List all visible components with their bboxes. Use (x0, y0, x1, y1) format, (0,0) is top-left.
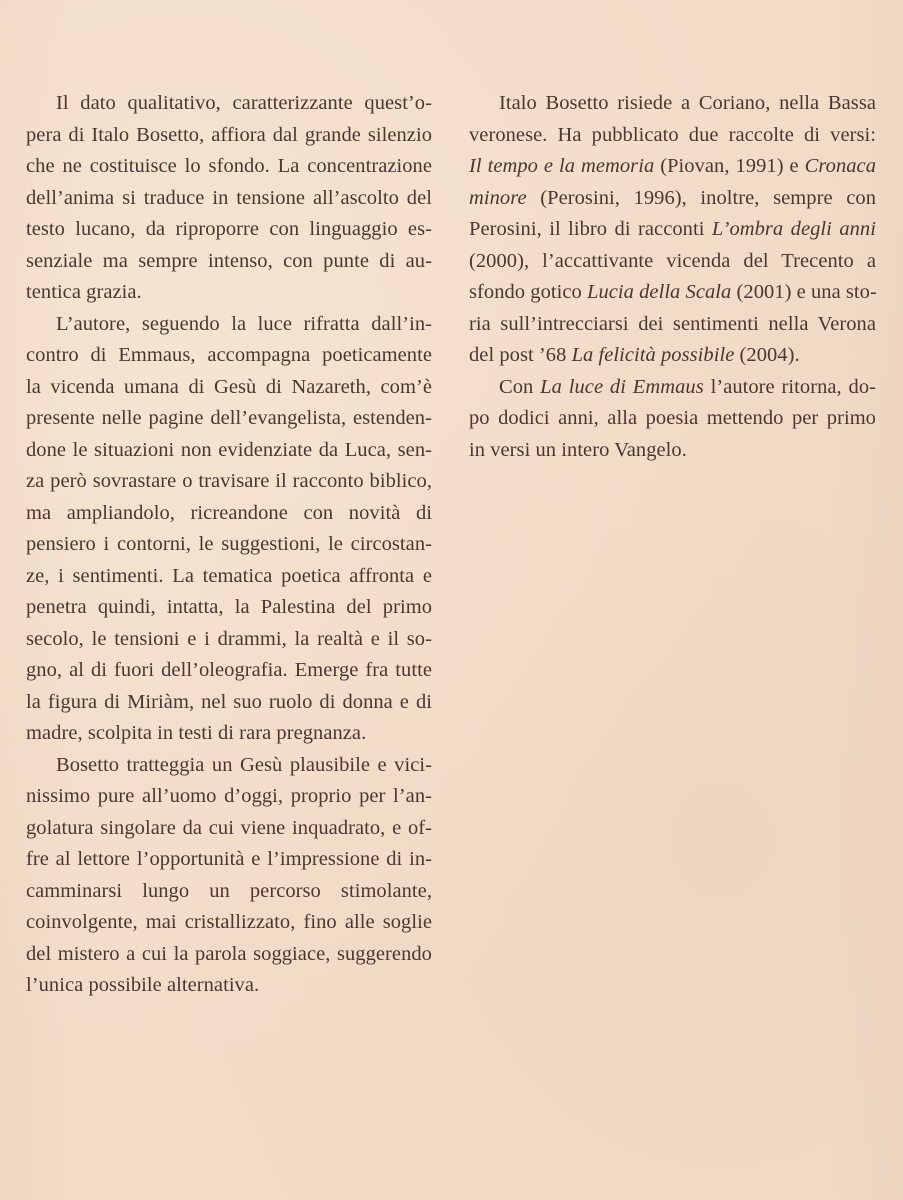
text-line: gno, al di fuori dell’oleografia. Emerge fra tutte (26, 659, 432, 681)
text-run: Perosini, il libro di racconti (469, 218, 712, 240)
text-line (469, 88, 876, 120)
text-line: del mistero a cui la parola soggiace, suggerendo (26, 942, 432, 965)
text-line: contro di Emmaus, accompagna poeticamente (26, 344, 432, 366)
text-line: ze, i sentimenti. La tematica poetica affronta e (26, 564, 432, 587)
text-run: ria sull’intrecciarsi dei sentimenti nella Verona (469, 312, 876, 335)
text-run: l’autore ritorna, do- (703, 375, 877, 398)
text-run: del post ’68 (469, 344, 572, 366)
text-run: in versi un intero Vangelo. (469, 438, 687, 461)
paragraph-return-to-poetry (469, 372, 876, 467)
text-line (469, 277, 876, 309)
text-run: veronese. Ha pubblicato due raccolte di versi: (469, 123, 876, 146)
text-run: (Piovan, 1991) e (654, 155, 805, 177)
text-run: sfondo gotico (469, 281, 587, 303)
text-line: che ne costituisce lo sfondo. La concentrazione (26, 155, 432, 177)
text-line: done le situazioni non evidenziate da Luca, sen- (26, 438, 432, 461)
paragraph-author-approach (26, 309, 432, 750)
italic-title-text: La felicità possibile (571, 344, 735, 366)
text-line: L’autore, seguendo la luce rifratta dall’in- (56, 312, 432, 335)
text-line (469, 309, 876, 341)
italic-title-text: Il tempo e la memoria (469, 155, 655, 177)
text-line: pera di Italo Bosetto, affiora dal grande silenzio (26, 123, 432, 146)
text-run: (2001) e una sto- (731, 281, 877, 303)
text-run: (2004). (734, 344, 800, 366)
text-line (469, 120, 876, 152)
italic-title-text: minore (469, 186, 527, 209)
italic-title-text: L’ombra degli anni (711, 218, 876, 240)
text-line: golatura singolare da cui viene inquadrato, e of- (26, 816, 432, 839)
text-line: presente nelle pagine dell’evangelista, estenden- (26, 407, 432, 429)
text-line: dell’anima si traduce in tensione all’ascolto del (26, 186, 432, 209)
italic-title-text: Lucia della Scala (587, 281, 732, 303)
text-line (469, 246, 876, 278)
text-line: coinvolgente, mai cristallizzato, fino alle soglie (26, 911, 432, 933)
text-line: fre al lettore l’opportunità e l’impressione di in- (26, 848, 432, 870)
paragraph-author-biography (469, 88, 876, 372)
italic-title-text: Cronaca (804, 155, 876, 177)
text-run: Italo Bosetto risiede a Coriano, nella Bassa (499, 92, 876, 114)
text-line: camminarsi lungo un percorso stimolante, (26, 879, 432, 902)
text-line: nissimo pure all’uomo d’oggi, proprio per l’an- (26, 785, 432, 807)
text-run: Con (499, 375, 541, 398)
italic-title-text: La luce di Emmaus (540, 375, 704, 398)
text-line: penetra quindi, intatta, la Palestina del primo (26, 596, 432, 618)
text-line (469, 183, 876, 215)
text-line: madre, scolpita in testi di rara pregnanza. (26, 722, 367, 744)
text-line (469, 372, 876, 404)
right-column (469, 88, 876, 466)
text-line: Bosetto tratteggia un Gesù plausibile e vici- (56, 753, 432, 776)
paragraph-portrait-of-jesus (26, 750, 432, 1002)
text-line: senziale ma sempre intenso, con punte di au- (26, 249, 432, 272)
text-line: la figura di Miriàm, nel suo ruolo di donna e di (26, 690, 432, 713)
text-line: za però sovrastare o travisare il racconto biblico, (26, 470, 432, 492)
text-line: Il dato qualitativo, caratterizzante quest’o- (56, 92, 432, 114)
text-run: (2000), l’accattivante vicenda del Trecento a (469, 249, 876, 272)
text-line: pensiero i contorni, le suggestioni, le circostan- (26, 533, 432, 555)
text-line: secolo, le tensioni e i drammi, la realtà e il so- (26, 627, 432, 650)
text-line (469, 214, 876, 246)
text-line: la vicenda umana di Gesù di Nazareth, com’è (26, 375, 432, 398)
text-line (469, 151, 876, 183)
text-line: tentica grazia. (26, 281, 142, 303)
text-line: ma ampliandolo, ricreandone con novità di (26, 501, 432, 524)
paragraph-introduction (26, 88, 432, 309)
text-run: po dodici anni, alla poesia mettendo per primo (469, 407, 876, 429)
left-column (26, 88, 432, 1002)
text-line (469, 340, 876, 372)
text-line: l’unica possibile alternativa. (26, 974, 260, 996)
text-line (469, 435, 876, 467)
text-line (469, 403, 876, 435)
text-run: (Perosini, 1996), inoltre, sempre con (526, 186, 876, 209)
text-line: testo lucano, da riproporre con linguaggio es- (26, 218, 432, 240)
